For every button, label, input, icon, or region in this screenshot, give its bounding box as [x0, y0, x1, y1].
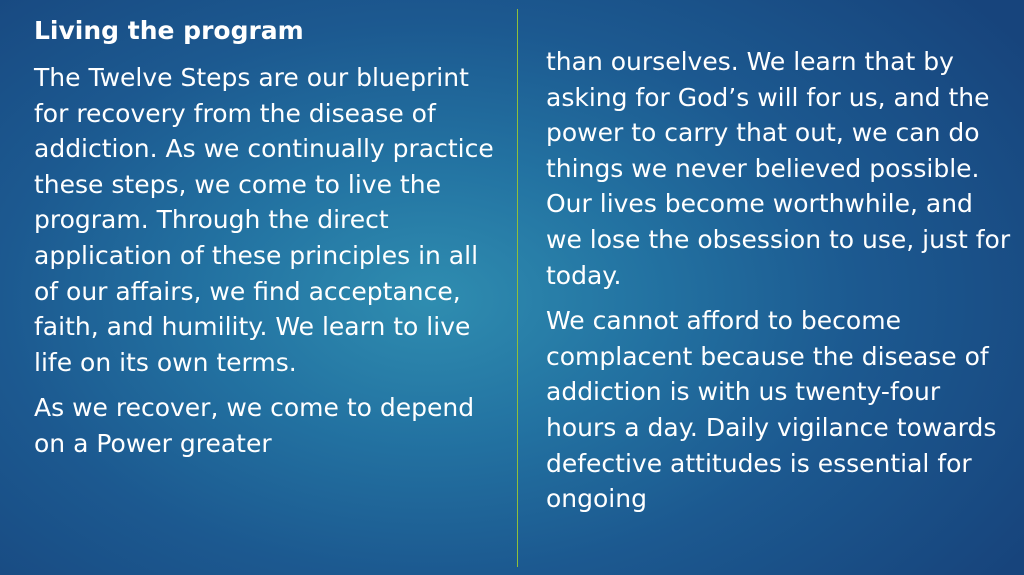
slide-heading: Living the program	[34, 16, 304, 45]
right-paragraph-1: than ourselves. We learn that by asking for God’s will for us, and the power to carry that out, we can do things we never believed possible. Our lives become worthwhile, and we lose the obsession to use, just for today.	[546, 47, 1011, 290]
right-column	[546, 44, 1016, 527]
left-column	[34, 12, 504, 472]
left-paragraph-2: As we recover, we come to depend on a Power greater	[34, 393, 475, 458]
left-paragraph-1: The Twelve Steps are our blueprint for recovery from the disease of addiction. As we continually practice these steps, we come to live the program. Through the direct application of these principles in all of our affairs, we find acceptance, faith, and humility. We learn to live life on its own terms.	[34, 63, 494, 377]
column-divider	[517, 9, 518, 567]
right-paragraph-2: We cannot afford to become complacent because the disease of addiction is with us twenty-four hours a day. Daily vigilance towards defective attitudes is essential for ongoing	[546, 306, 997, 514]
